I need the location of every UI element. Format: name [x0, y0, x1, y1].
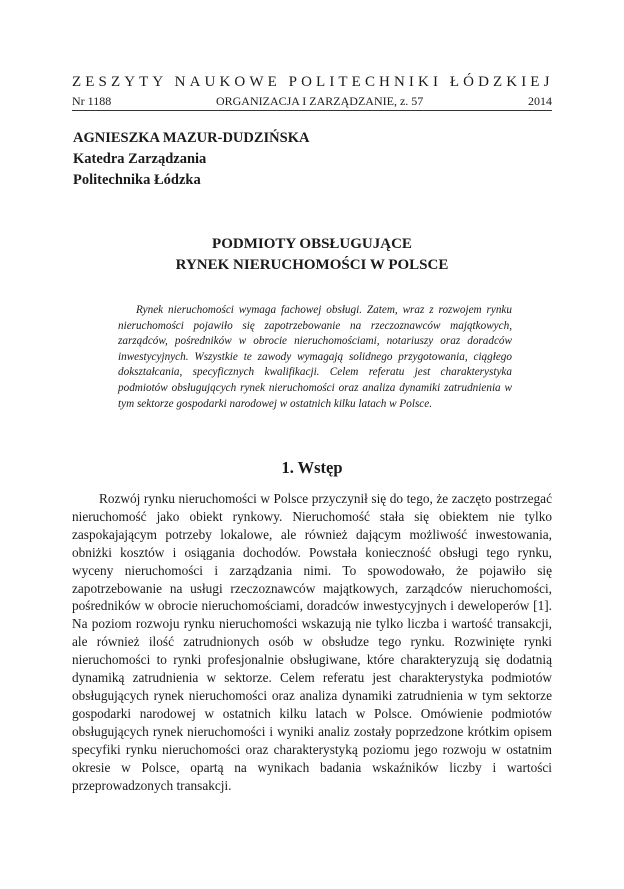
section-heading: 1. Wstęp	[281, 458, 343, 477]
issue-number: Nr 1188	[72, 94, 112, 108]
author-department: Katedra Zarządzania	[73, 151, 207, 167]
author-name: AGNIESZKA MAZUR-DUDZIŃSKA	[73, 130, 310, 146]
author-block	[73, 128, 309, 191]
title-line-2: RYNEK NIERUCHOMOŚCI W POLSCE	[175, 257, 449, 273]
journal-title: ZESZYTY NAUKOWE POLITECHNIKI ŁÓDZKIEJ	[72, 74, 554, 90]
author-institution: Politechnika Łódzka	[73, 172, 201, 188]
body-paragraph: Rozwój rynku nieruchomości w Polsce przyczynił się do tego, że zaczęto postrzegać nieruchomość jako obiekt rynkowy. Nieruchomość stała się obiektem nie tylko zaspokajającym potrzeby lokalowe, ale również dającym możliwość inwestowania, obniżki kosztów i osiągania dochodów. Powstała konieczność obsługi tego rynku, wyceny nieruchomości i zarządzania nimi. To spowodowało, że pojawiło się zapotrzebowanie na usługi rzeczoznawców majątkowych, zarządców nieruchomości, pośredników w obrocie nieruchomościami, doradców inwestycyjnych i deweloperów [1]. Na poziom rozwoju rynku nieruchomości wskazują nie tylko liczba i wartość transakcji, ale również ilość zatrudnionych osób w obsłudze tego rynku. Rozwinięte rynki nieruchomości to rynki profesjonalnie obsługiwane, które charakteryzują się dodatnią dynamiką zatrudnienia w sektorze. Celem referatu jest charakterystyka podmiotów obsługujących rynek nieruchomości oraz analiza dynamiki zatrudnienia w tym sektorze gospodarki narodowej w ostatnich kilku latach w Polsce. Omówienie podmiotów obsługujących rynek nieruchomości i wyniki analiz zostały poprzedzone krótkim opisem specyfiki rynku nieruchomości oraz charakterystyką poziomu jego rozwoju w ostatnim okresie w Polsce, opartą na wynikach badania wskaźników liczby i wartości przeprowadzonych transakcji.	[72, 491, 552, 793]
issue-line	[72, 94, 552, 111]
publication-year: 2014	[528, 94, 552, 108]
paper-title	[72, 234, 552, 276]
title-line-1: PODMIOTY OBSŁUGUJĄCE	[212, 236, 412, 252]
abstract: Rynek nieruchomości wymaga fachowej obsługi. Zatem, wraz z rozwojem rynku nieruchomości pojawiło się zapotrzebowanie na rzeczoznawców majątkowych, zarządców, pośredników w obrocie nieruchomościami, notariuszy oraz doradców inwestycyjnych. Wszystkie te zawody wymagają solidnego przygotowania, ciągłego dokształcania, specyficznych kwalifikacji. Celem referatu jest charakterystyka podmiotów obsługujących rynek nieruchomości oraz analiza dynamiki zatrudnienia w tym sektorze gospodarki narodowej w ostatnich kilku latach w Polsce.	[118, 304, 512, 410]
series-name: ORGANIZACJA I ZARZĄDZANIE, z. 57	[215, 94, 424, 108]
